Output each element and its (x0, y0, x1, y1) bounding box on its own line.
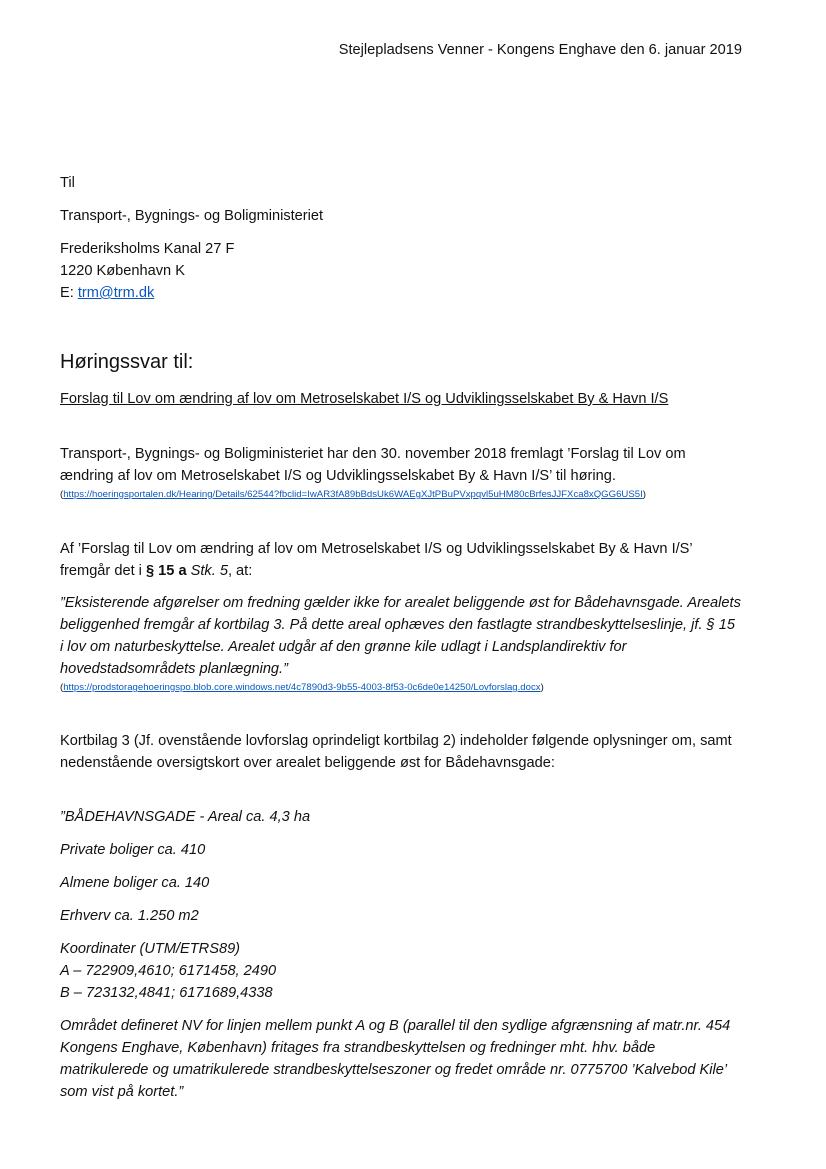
para2-line2 (60, 560, 252, 582)
area-desc-line1: Området defineret NV for linjen mellem punkt A og B (parallel til den sydlige afgrænsning af matr.nr. 454 (60, 1018, 731, 1034)
subject-line: Forslag til Lov om ændring af lov om Metroselskabet I/S og Udviklingsselskabet By & Havn I/S (60, 391, 669, 407)
recipient-street: Frederiksholms Kanal 27 F (60, 241, 235, 257)
to-label: Til (60, 175, 75, 191)
dateline: Stejlepladsens Venner - Kongens Enghave den 6. januar 2019 (338, 42, 742, 58)
email-label: E: (60, 285, 78, 301)
law-proposal-link-line (60, 682, 544, 694)
para3-line1: Kortbilag 3 (Jf. ovenstående lovforslag oprindeligt kortbilag 2) indeholder følgende oplysninger om, samt (60, 733, 732, 749)
public-housing-line: Almene boliger ca. 140 (60, 875, 210, 891)
stk-reference: Stk. 5 (190, 563, 228, 579)
recipient-email-line (60, 282, 154, 304)
para2-pre: fremgår det i (60, 563, 146, 579)
section-reference: § 15 a (145, 563, 187, 579)
coordinate-a: A – 722909,4610; 6171458, 2490 (60, 963, 277, 979)
commercial-line: Erhverv ca. 1.250 m2 (60, 908, 199, 924)
coordinate-b: B – 723132,4841; 6171689,4338 (60, 985, 273, 1001)
paren-open: ( (60, 489, 64, 500)
coordinates-label: Koordinater (UTM/ETRS89) (60, 941, 241, 957)
email-link[interactable]: trm@trm.dk (77, 285, 155, 301)
para1-line1: Transport-, Bygnings- og Boligministeriet har den 30. november 2018 fremlagt ’Forslag til Lov om (60, 446, 686, 462)
hearing-portal-link[interactable]: https://hoeringsportalen.dk/Hearing/Details/62544?fbclid=IwAR3fA89bBdsUk6WAEgXJtPBuPVxpqvl5uHM80cBrfesJJFXca8xQGG6US5I (63, 489, 643, 500)
hearing-link-line (60, 489, 646, 501)
private-housing-line: Private boliger ca. 410 (60, 842, 206, 858)
area-desc-line2: Kongens Enghave, København) fritages fra strandbeskyttelsen og fredninger mht. hhv. både (60, 1040, 656, 1056)
recipient-ministry: Transport-, Bygnings- og Boligministeriet (60, 208, 324, 224)
paren-close: ) (540, 682, 544, 693)
area-line: ”BÅDEHAVNSGADE - Areal ca. 4,3 ha (60, 809, 311, 825)
quote-line2: beliggenhed fremgår af kortbilag 3. På dette areal ophæves den fastlagte strandbeskyttelseslinje, jf. § 15 (60, 617, 735, 633)
quote-line4: hovedstadsområdets planlægning.” (60, 661, 288, 677)
para1-line2: ændring af lov om Metroselskabet I/S og Udviklingsselskabet By & Havn I/S’ til høring. (60, 468, 616, 484)
area-desc-line3: matrikulerede og umatrikulerede strandbeskyttelseszoner og fredet område nr. 0775700 ’Kalvebod Kile’ (60, 1062, 728, 1078)
quote-line1: ”Eksisterende afgørelser om fredning gælder ikke for arealet beliggende øst for Bådehavnsgade. Arealets (60, 595, 741, 611)
area-desc-line4: som vist på kortet.” (60, 1084, 184, 1100)
paren-close: ) (642, 489, 646, 500)
law-proposal-link[interactable]: https://prodstoragehoeringspo.blob.core.windows.net/4c7890d3-9b55-4003-8f53-0c6de0e14250/Lovforslag.docx (63, 682, 541, 693)
para3-line2: nedenstående oversigtskort over arealet beliggende øst for Bådehavnsgade: (60, 755, 555, 771)
page-heading: Høringssvar til: (60, 351, 194, 373)
recipient-city: 1220 København K (60, 263, 185, 279)
quote-line3: i lov om naturbeskyttelse. Arealet udgår af den grønne kile udlagt i Landsplandirektiv for (60, 639, 627, 655)
para2-line1: Af ’Forslag til Lov om ændring af lov om Metroselskabet I/S og Udviklingsselskabet By & Havn I/S’ (60, 541, 693, 557)
para2-post: , at: (227, 563, 253, 579)
paren-open: ( (60, 682, 64, 693)
